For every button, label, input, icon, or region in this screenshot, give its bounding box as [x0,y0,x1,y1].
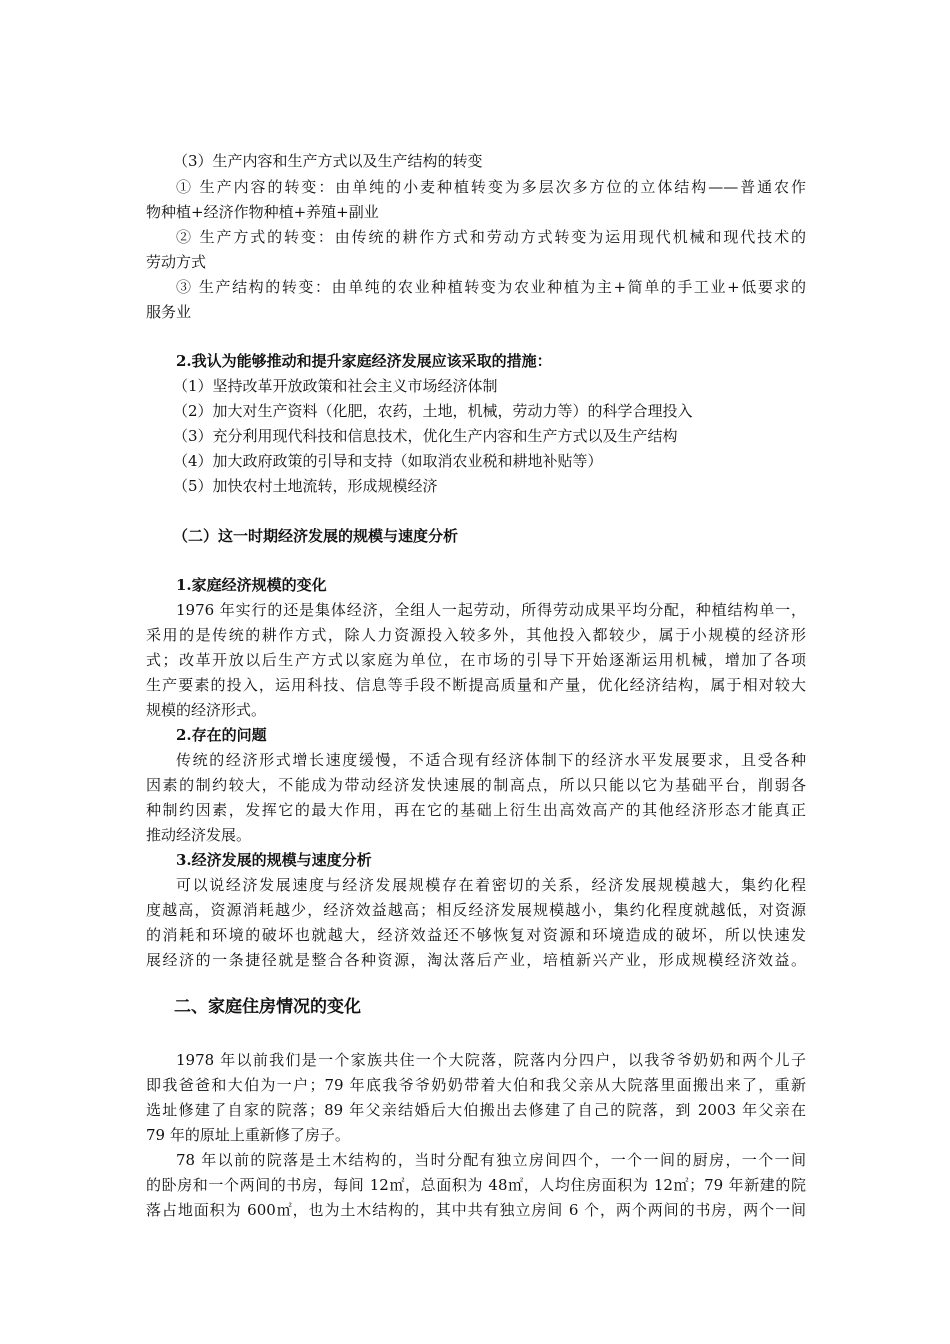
list-item: （5）加快农村土地流转，形成规模经济 [173,477,438,495]
paragraph-line: 度越高，资源消耗越少，经济效益越高；相反经济发展规模越小，集约化程度就越低，对资源 [146,901,806,919]
paragraph-line: 传统的经济形式增长速度缓慢，不适合现有经济体制下的经济水平发展要求，且受各种 [176,751,806,769]
paragraph-line: 的消耗和环境的破坏也就越大，经济效益还不够恢复对资源和环境造成的破坏，所以快速发 [146,926,806,944]
list-item: （3）充分利用现代科技和信息技术，优化生产内容和生产方式以及生产结构 [173,427,678,445]
paragraph-line: 即我爸爸和大伯为一户；79 年底我爷爷奶奶带着大伯和我父亲从大院落里面搬出来了，重新 [146,1076,806,1094]
list-item: （2）加大对生产资料（化肥，农药，土地，机械，劳动力等）的科学合理投入 [173,402,693,420]
subheading: 3.经济发展的规模与速度分析 [176,851,372,869]
paragraph-line: 采用的是传统的耕作方式，除人力资源投入较多外，其他投入都较少，属于小规模的经济形 [146,626,806,644]
paragraph-line: 式；改革开放以后生产方式以家庭为单位，在市场的引导下开始逐渐运用机械，增加了各项 [146,651,806,669]
list-item: （1）坚持改革开放政策和社会主义市场经济体制 [173,377,498,395]
paragraph-line: 推动经济发展。 [146,826,252,844]
subsection-title: （3）生产内容和生产方式以及生产结构的转变 [173,152,483,170]
chapter-heading: 二、家庭住房情况的变化 [174,997,361,1017]
paragraph-line: 79 年的原址上重新修了房子。 [146,1126,350,1144]
paragraph-line: ② 生产方式的转变：由传统的耕作方式和劳动方式转变为运用现代机械和现代技术的 [176,228,806,246]
paragraph-line: 劳动方式 [146,253,207,271]
paragraph-line: 服务业 [146,303,192,321]
subheading: 2.存在的问题 [176,726,267,744]
paragraph-line: 78 年以前的院落是土木结构的，当时分配有独立房间四个，一个一间的厨房，一个一间 [176,1151,806,1169]
list-item: （4）加大政府政策的引导和支持（如取消农业税和耕地补贴等） [173,452,603,470]
paragraph-line: 生产要素的投入，运用科技、信息等手段不断提高质量和产量，优化经济结构，属于相对较大 [146,676,806,694]
paragraph-line: 的卧房和一个两间的书房，每间 12㎡，总面积为 48㎡，人均住房面积为 12㎡；79 年新建的院 [146,1176,806,1194]
paragraph-line: 可以说经济发展速度与经济发展规模存在着密切的关系，经济发展规模越大，集约化程 [176,876,806,894]
paragraph-line: ① 生产内容的转变：由单纯的小麦种植转变为多层次多方位的立体结构——普通农作 [176,178,806,196]
paragraph-line: 展经济的一条捷径就是整合各种资源，淘汰落后产业，培植新兴产业，形成规模经济效益。 [146,951,806,969]
paragraph-line: 1976 年实行的还是集体经济，全组人一起劳动，所得劳动成果平均分配，种植结构单一， [176,601,806,619]
measures-heading: 2.我认为能够推动和提升家庭经济发展应该采取的措施： [176,352,552,370]
paragraph-line: 落占地面积为 600㎡，也为土木结构的，其中共有独立房间 6 个，两个两间的书房，两个一间 [146,1201,806,1219]
paragraph-line: 种制约因素，发挥它的最大作用，再在它的基础上衍生出高效高产的其他经济形态才能真正 [146,801,806,819]
paragraph-line: 规模的经济形式。 [146,701,267,719]
paragraph-line: 选址修建了自家的院落；89 年父亲结婚后大伯搬出去修建了自己的院落，到 2003 年父亲在 [146,1101,806,1119]
paragraph-line: ③ 生产结构的转变：由单纯的农业种植转变为农业种植为主+简单的手工业+低要求的 [176,278,806,296]
paragraph-line: 1978 年以前我们是一个家族共住一个大院落，院落内分四户，以我爷爷奶奶和两个儿子 [176,1051,806,1069]
paragraph-line: 因素的制约较大，不能成为带动经济发快速展的制高点，所以只能以它为基础平台，削弱各 [146,776,806,794]
subheading: 1.家庭经济规模的变化 [176,576,327,594]
section-title: （二）这一时期经济发展的规模与速度分析 [173,527,459,545]
paragraph-line: 物种植+经济作物种植+养殖+副业 [146,203,379,221]
